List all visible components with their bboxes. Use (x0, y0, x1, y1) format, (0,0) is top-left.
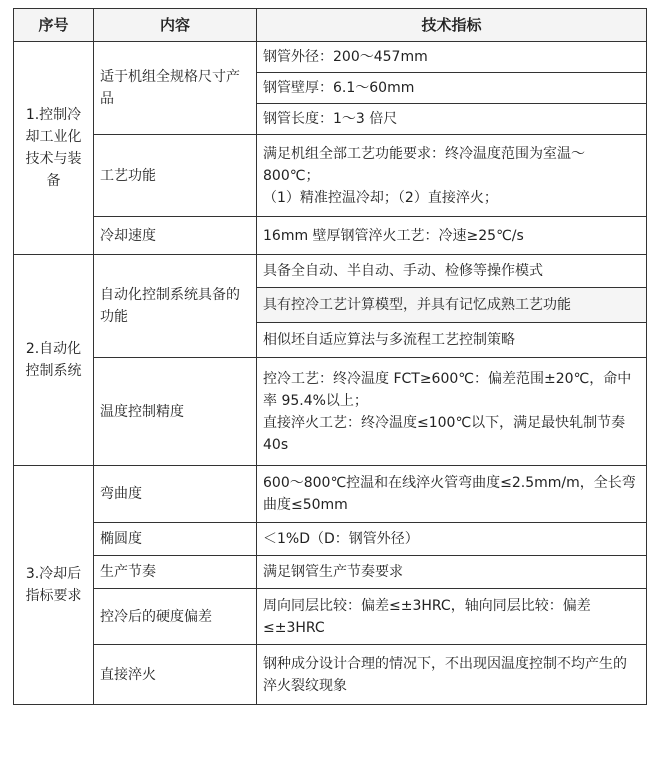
topic-cell: 温度控制精度 (94, 358, 257, 466)
header-content: 内容 (94, 9, 257, 42)
topic-cell: 适于机组全规格尺寸产品 (94, 42, 257, 135)
topic-cell: 控冷后的硬度偏差 (94, 589, 257, 645)
seq-cell: 1.控制冷却工业化技术与装备 (14, 42, 94, 255)
spec-table (13, 8, 647, 705)
table-row (14, 358, 647, 466)
topic-cell: 弯曲度 (94, 466, 257, 523)
header-seq: 序号 (14, 9, 94, 42)
table-row (14, 645, 647, 705)
spec-cell: 具有控冷工艺计算模型，并具有记忆成熟工艺功能 (257, 288, 647, 323)
spec-cell: 钢管长度：1～3 倍尺 (257, 104, 647, 135)
topic-cell: 椭圆度 (94, 523, 257, 556)
seq-cell: 2.自动化控制系统 (14, 255, 94, 466)
topic-cell: 冷却速度 (94, 217, 257, 255)
table-row (14, 523, 647, 556)
spec-cell: ＜1%D（D：钢管外径） (257, 523, 647, 556)
spec-cell: 周向同层比较：偏差≤±3HRC，轴向同层比较：偏差≤±3HRC (257, 589, 647, 645)
spec-cell: 16mm 壁厚钢管淬火工艺：冷速≥25℃/s (257, 217, 647, 255)
spec-cell: 相似坯自适应算法与多流程工艺控制策略 (257, 323, 647, 358)
table-row (14, 217, 647, 255)
spec-cell: 钢管壁厚：6.1～60mm (257, 73, 647, 104)
spec-cell: 600～800℃控温和在线淬火管弯曲度≤2.5mm/m，全长弯曲度≤50mm (257, 466, 647, 523)
table-row (14, 135, 647, 217)
topic-cell: 自动化控制系统具备的功能 (94, 255, 257, 358)
spec-cell: 具备全自动、半自动、手动、检修等操作模式 (257, 255, 647, 288)
spec-cell: 钢管外径：200～457mm (257, 42, 647, 73)
table-row (14, 255, 647, 288)
header-spec: 技术指标 (257, 9, 647, 42)
spec-cell: 满足钢管生产节奏要求 (257, 556, 647, 589)
table-row (14, 589, 647, 645)
spec-cell: 控冷工艺：终冷温度 FCT≥600℃：偏差范围±20℃，命中率 95.4%以上； 直接淬火工艺：终冷温度≤100℃以下，满足最快轧制节奏 40s (257, 358, 647, 466)
seq-cell: 3.冷却后指标要求 (14, 466, 94, 705)
table-row (14, 466, 647, 523)
spec-cell: 钢种成分设计合理的情况下，不出现因温度控制不均产生的淬火裂纹现象 (257, 645, 647, 705)
topic-cell: 工艺功能 (94, 135, 257, 217)
topic-cell: 生产节奏 (94, 556, 257, 589)
table-row (14, 556, 647, 589)
topic-cell: 直接淬火 (94, 645, 257, 705)
header-row (14, 9, 647, 42)
spec-cell: 满足机组全部工艺功能要求：终冷温度范围为室温～800℃； （1）精准控温冷却；（2）直接淬火； (257, 135, 647, 217)
table-row (14, 42, 647, 73)
